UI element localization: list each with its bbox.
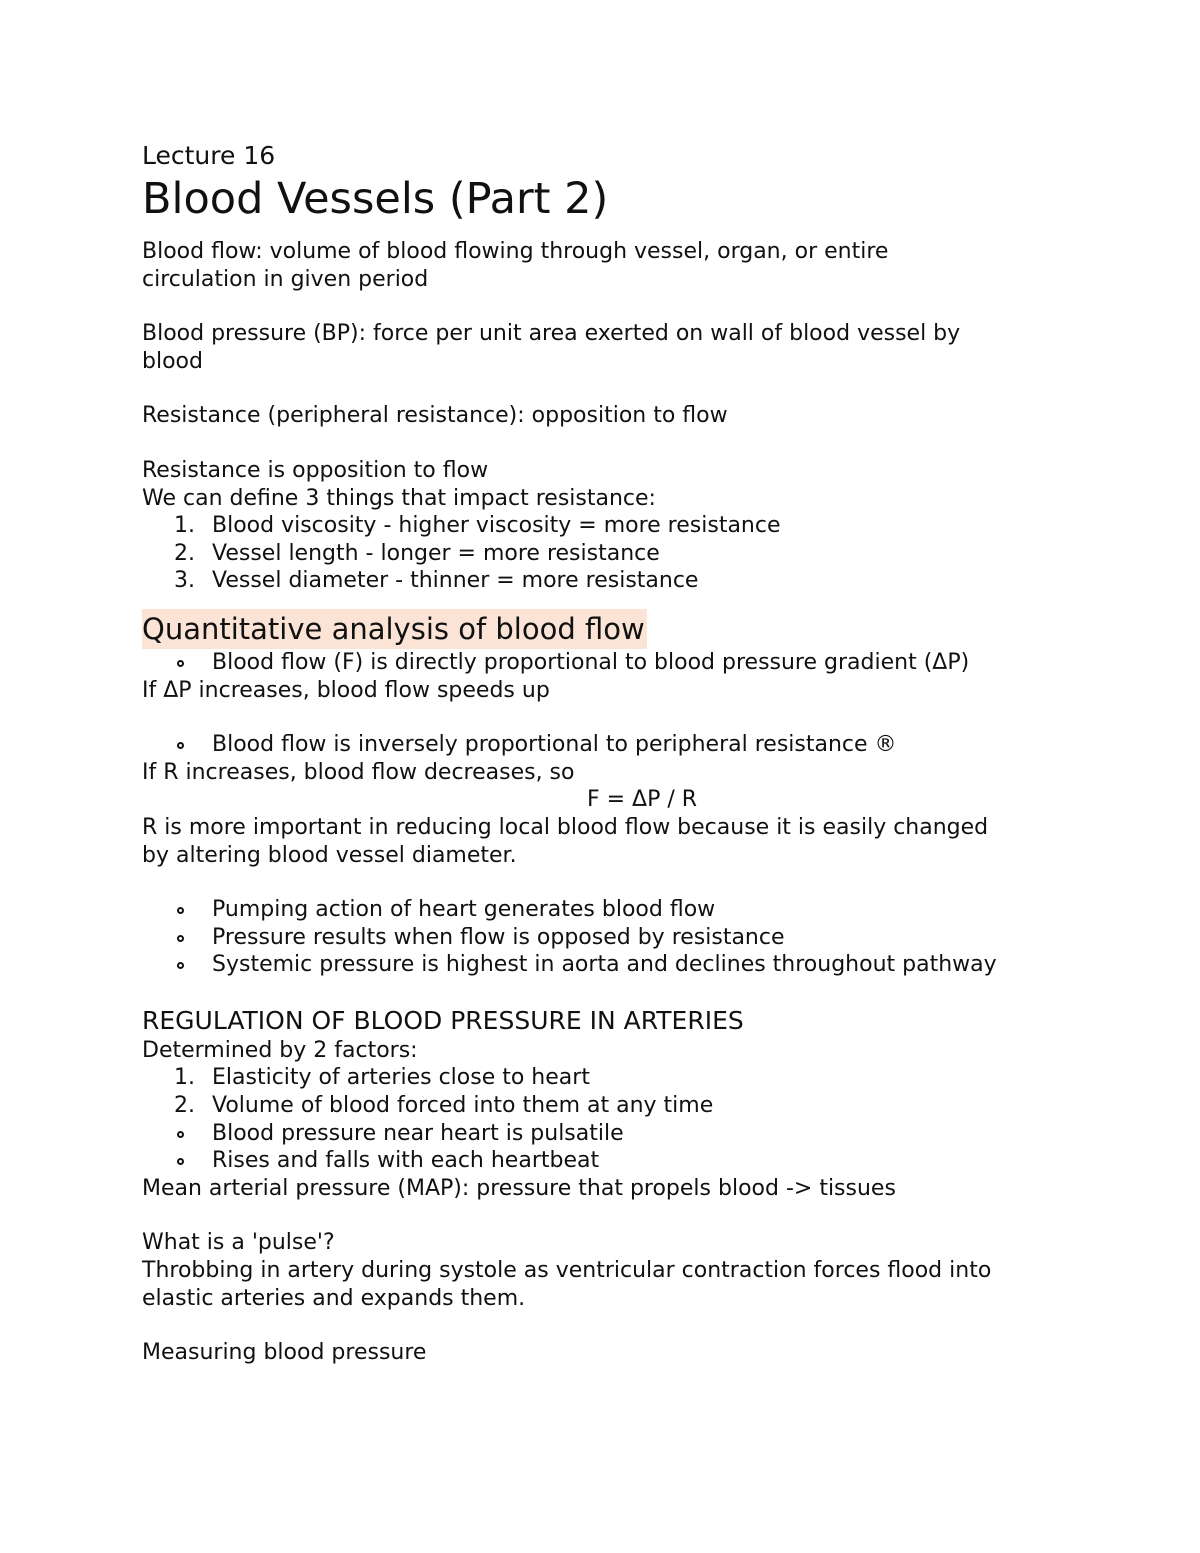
quantitative-analysis-heading: Quantitative analysis of blood flow: [142, 609, 647, 649]
list-item: [142, 951, 1072, 979]
list-item-text: Pressure results when flow is opposed by resistance: [212, 924, 785, 950]
lecture-number: Lecture 16: [142, 141, 276, 170]
resistance-factors-intro: We can define 3 things that impact resistance:: [142, 485, 656, 511]
list-number: 3.: [174, 568, 195, 594]
list-item: [142, 512, 1072, 540]
list-item: [142, 1064, 1072, 1092]
pulse-answer-line-1: Throbbing in artery during systole as ventricular contraction forces flood into: [142, 1258, 992, 1284]
r-importance-line-1: R is more important in reducing local blood flow because it is easily changed: [142, 814, 989, 840]
list-item-text: Blood flow is inversely proportional to peripheral resistance ®: [212, 732, 897, 758]
regulation-factors-list: [142, 1064, 1072, 1119]
hollow-bullet-icon: [177, 962, 184, 969]
list-number: 1.: [174, 1065, 195, 1091]
list-item: [142, 924, 1072, 952]
hollow-bullet-icon: [177, 935, 184, 942]
list-item-text: Blood flow (F) is directly proportional to blood pressure gradient (ΔP): [212, 649, 970, 675]
resistance-definition: Resistance (peripheral resistance): opposition to flow: [142, 403, 728, 429]
flow-pressure-bullets: [142, 649, 1072, 677]
list-item: [142, 731, 1072, 759]
blood-pressure-definition-line-2: blood: [142, 348, 203, 374]
list-item-text: Blood pressure near heart is pulsatile: [212, 1120, 624, 1146]
blood-flow-definition-line-2: circulation in given period: [142, 266, 429, 292]
hollow-bullet-icon: [177, 742, 184, 749]
resistance-factors-list: [142, 512, 1072, 595]
hollow-bullet-icon: [177, 660, 184, 667]
list-number: 2.: [174, 540, 195, 566]
list-item: [142, 1092, 1072, 1120]
list-item: [142, 1147, 1072, 1175]
list-item-text: Vessel diameter - thinner = more resistance: [212, 568, 699, 594]
blood-pressure-definition-line-1: Blood pressure (BP): force per unit area exerted on wall of blood vessel by: [142, 321, 961, 347]
list-item: [142, 567, 1072, 595]
regulation-heading: REGULATION OF BLOOD PRESSURE IN ARTERIES: [142, 1005, 744, 1035]
determined-by-factors: Determined by 2 factors:: [142, 1037, 418, 1063]
list-item-text: Elasticity of arteries close to heart: [212, 1065, 590, 1091]
list-item-text: Vessel length - longer = more resistance: [212, 540, 660, 566]
pressure-gradient-note: If ΔP increases, blood flow speeds up: [142, 677, 550, 703]
list-item: [142, 896, 1072, 924]
flow-formula: F = ΔP / R: [586, 787, 698, 813]
list-item-text: Systemic pressure is highest in aorta and declines throughout pathway: [212, 952, 997, 978]
list-number: 2.: [174, 1093, 195, 1119]
page-title: Blood Vessels (Part 2): [142, 174, 609, 224]
list-item: [142, 649, 1072, 677]
inverse-resistance-bullets: [142, 731, 1072, 759]
resistance-statement: Resistance is opposition to flow: [142, 457, 489, 483]
regulation-bullets: [142, 1120, 1072, 1175]
pulse-answer-line-2: elastic arteries and expands them.: [142, 1285, 526, 1311]
measuring-blood-pressure: Measuring blood pressure: [142, 1340, 427, 1366]
list-item-text: Blood viscosity - higher viscosity = more resistance: [212, 513, 781, 539]
list-item-text: Pumping action of heart generates blood flow: [212, 897, 716, 923]
hollow-bullet-icon: [177, 1158, 184, 1165]
document-page: [142, 140, 1072, 1367]
hollow-bullet-icon: [177, 1131, 184, 1138]
hollow-bullet-icon: [177, 907, 184, 914]
list-item-text: Volume of blood forced into them at any time: [212, 1093, 714, 1119]
map-definition: Mean arterial pressure (MAP): pressure that propels blood -> tissues: [142, 1175, 896, 1201]
resistance-increase-note: If R increases, blood flow decreases, so: [142, 759, 575, 785]
blood-flow-definition-line-1: Blood flow: volume of blood flowing through vessel, organ, or entire: [142, 239, 889, 264]
pulse-question: What is a 'pulse'?: [142, 1230, 335, 1256]
list-item-text: Rises and falls with each heartbeat: [212, 1148, 600, 1174]
r-importance-line-2: by altering blood vessel diameter.: [142, 842, 517, 868]
list-item: [142, 1120, 1072, 1148]
pumping-bullets: [142, 896, 1072, 979]
list-item: [142, 540, 1072, 568]
list-number: 1.: [174, 513, 195, 539]
